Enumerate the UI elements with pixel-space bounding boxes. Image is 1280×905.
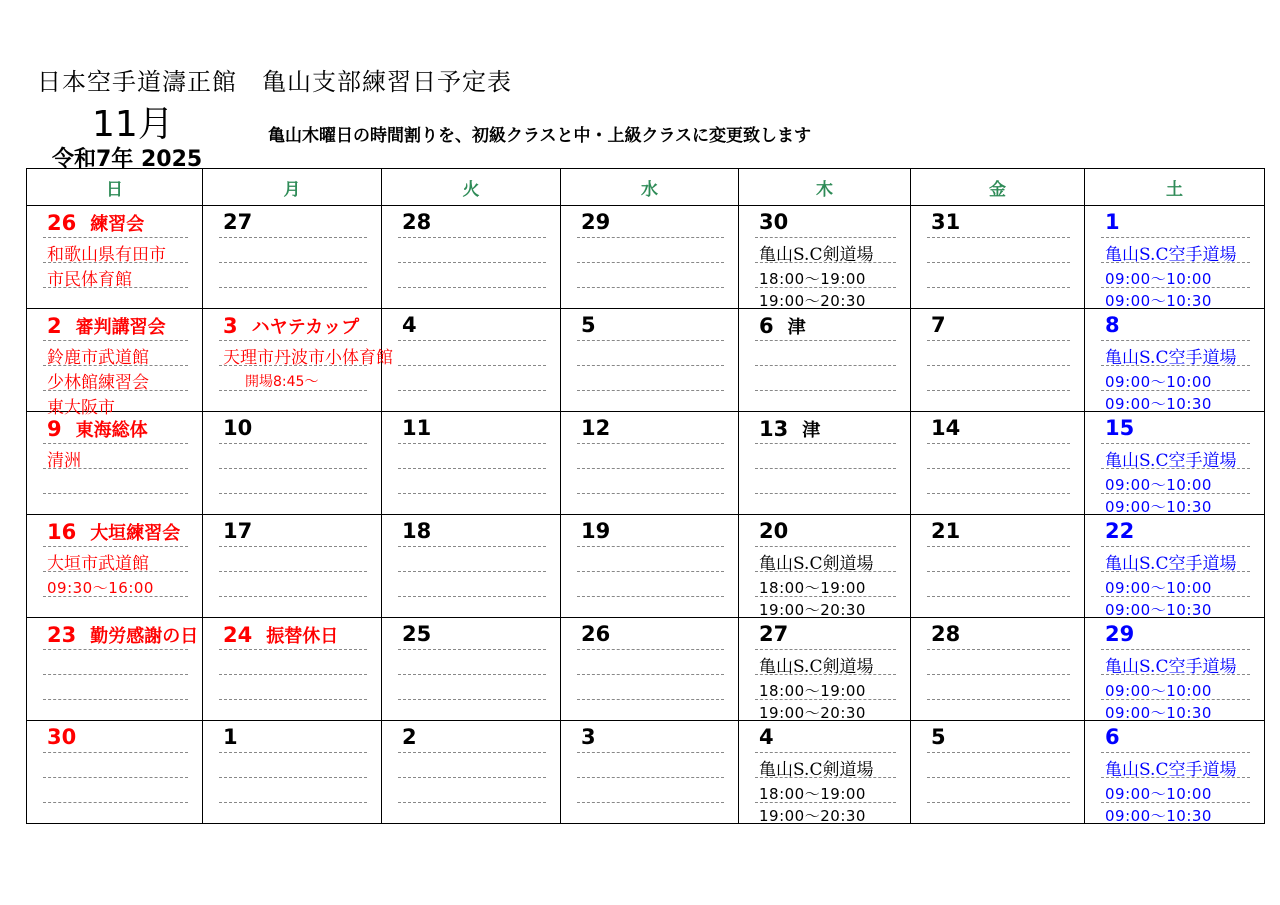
week-row bbox=[27, 618, 1265, 721]
cell-detail-line: 09:00～10:30 bbox=[1105, 704, 1212, 722]
day-number: 27 bbox=[759, 622, 789, 646]
weekday-thu: 木 bbox=[739, 169, 911, 206]
cell-detail-line: 18:00～19:00 bbox=[759, 579, 866, 597]
day-number: 1 bbox=[1105, 210, 1120, 234]
day-number: 8 bbox=[1105, 313, 1120, 337]
day-cell bbox=[739, 309, 911, 412]
day-number: 17 bbox=[223, 519, 253, 543]
day-number: 4 bbox=[402, 313, 417, 337]
cell-detail-line: 亀山S.C剣道場 bbox=[759, 657, 874, 677]
day-cell bbox=[382, 618, 561, 721]
cell-detail-line: 開場8:45～ bbox=[245, 374, 319, 390]
day-number: 2 bbox=[47, 314, 62, 338]
day-number: 6 bbox=[1105, 725, 1120, 749]
week-row bbox=[27, 309, 1265, 412]
event-label: 津 bbox=[787, 317, 806, 338]
day-number: 28 bbox=[931, 622, 961, 646]
day-cell bbox=[739, 515, 911, 618]
day-number: 4 bbox=[759, 725, 774, 749]
day-cell bbox=[203, 206, 382, 309]
event-label: 振替休日 bbox=[266, 626, 339, 647]
day-number: 28 bbox=[402, 210, 432, 234]
day-number: 29 bbox=[1105, 622, 1135, 646]
cell-detail-line: 亀山S.C剣道場 bbox=[759, 245, 874, 265]
cell-detail-line: 09:00～10:00 bbox=[1105, 785, 1212, 803]
day-cell bbox=[203, 309, 393, 412]
day-number: 6 bbox=[759, 314, 774, 338]
cell-detail-line: 09:00～10:00 bbox=[1105, 476, 1212, 494]
day-number: 31 bbox=[931, 210, 961, 234]
day-number: 27 bbox=[223, 210, 253, 234]
week-row bbox=[27, 412, 1265, 515]
cell-detail-line: 09:00～10:30 bbox=[1105, 807, 1212, 825]
cell-detail-line: 09:00～10:00 bbox=[1105, 579, 1212, 597]
day-number: 24 bbox=[223, 623, 253, 647]
day-cell bbox=[203, 721, 382, 824]
cell-detail-line: 大垣市武道館 bbox=[47, 554, 149, 574]
cell-detail-line: 19:00～20:30 bbox=[759, 807, 866, 825]
schedule-notice: 亀山木曜日の時間割りを、初級クラスと中・上級クラスに変更致します bbox=[268, 126, 811, 146]
cell-detail-line: 09:00～10:30 bbox=[1105, 601, 1212, 619]
cell-detail-line: 18:00～19:00 bbox=[759, 682, 866, 700]
day-number: 10 bbox=[223, 416, 253, 440]
day-number: 9 bbox=[47, 417, 62, 441]
cell-detail-line: 和歌山県有田市 bbox=[47, 245, 166, 265]
weekday-mon: 月 bbox=[203, 169, 382, 206]
day-number: 2 bbox=[402, 725, 417, 749]
day-cell bbox=[739, 412, 911, 515]
weekday-sat: 土 bbox=[1085, 169, 1265, 206]
cell-detail-line: 09:00～10:00 bbox=[1105, 270, 1212, 288]
day-number: 3 bbox=[581, 725, 596, 749]
day-cell bbox=[1085, 206, 1265, 309]
cell-detail-line: 鈴鹿市武道館 bbox=[47, 348, 149, 368]
event-label: 大垣練習会 bbox=[90, 523, 181, 544]
day-number: 14 bbox=[931, 416, 961, 440]
cell-detail-line: 19:00～20:30 bbox=[759, 292, 866, 310]
day-number: 3 bbox=[223, 314, 238, 338]
day-cell bbox=[382, 206, 561, 309]
day-cell bbox=[561, 515, 739, 618]
weekday-fri: 金 bbox=[911, 169, 1085, 206]
day-cell bbox=[203, 515, 382, 618]
day-cell bbox=[561, 721, 739, 824]
day-cell bbox=[1085, 721, 1265, 824]
month-label: 11月 bbox=[92, 104, 174, 145]
day-cell bbox=[27, 309, 203, 418]
event-label: ハヤテカップ bbox=[251, 317, 360, 338]
event-label: 審判講習会 bbox=[75, 317, 166, 338]
cell-detail-line: 亀山S.C空手道場 bbox=[1105, 657, 1237, 677]
day-cell bbox=[382, 721, 561, 824]
day-cell bbox=[27, 206, 203, 309]
cell-detail-line: 亀山S.C空手道場 bbox=[1105, 554, 1237, 574]
cell-detail-line: 亀山S.C剣道場 bbox=[759, 760, 874, 780]
event-label: 東海総体 bbox=[75, 420, 148, 441]
cell-detail-line: 18:00～19:00 bbox=[759, 270, 866, 288]
day-cell bbox=[203, 412, 382, 515]
day-cell bbox=[1085, 309, 1265, 412]
day-number: 23 bbox=[47, 623, 77, 647]
cell-detail-line: 亀山S.C剣道場 bbox=[759, 554, 874, 574]
weekday-sun: 日 bbox=[27, 169, 203, 206]
day-cell bbox=[561, 618, 739, 721]
day-number: 18 bbox=[402, 519, 432, 543]
day-cell bbox=[739, 206, 911, 309]
calendar-table bbox=[26, 168, 1265, 824]
day-number: 12 bbox=[581, 416, 611, 440]
week-row bbox=[27, 515, 1265, 618]
day-cell bbox=[911, 515, 1085, 618]
day-number: 15 bbox=[1105, 416, 1135, 440]
day-number: 1 bbox=[223, 725, 238, 749]
weekday-header-row bbox=[27, 169, 1265, 206]
day-number: 5 bbox=[931, 725, 946, 749]
page-title: 日本空手道濤正館 亀山支部練習日予定表 bbox=[37, 68, 512, 96]
day-cell bbox=[739, 721, 911, 824]
day-number: 13 bbox=[759, 417, 789, 441]
day-number: 26 bbox=[581, 622, 611, 646]
cell-detail-line: 市民体育館 bbox=[47, 270, 132, 290]
cell-detail-line: 清洲 bbox=[47, 451, 81, 471]
week-row bbox=[27, 721, 1265, 824]
year-label: 令和7年 2025 bbox=[52, 147, 203, 172]
day-cell bbox=[911, 309, 1085, 412]
cell-detail-line: 天理市丹波市小体育館 bbox=[223, 348, 393, 368]
cell-detail-line: 亀山S.C空手道場 bbox=[1105, 451, 1237, 471]
day-number: 30 bbox=[759, 210, 789, 234]
cell-detail-line: 09:00～10:00 bbox=[1105, 373, 1212, 391]
day-cell bbox=[1085, 618, 1265, 721]
day-number: 7 bbox=[931, 313, 946, 337]
cell-detail-line: 少林館練習会 bbox=[47, 373, 149, 393]
cell-detail-line: 18:00～19:00 bbox=[759, 785, 866, 803]
weekday-tue: 火 bbox=[382, 169, 561, 206]
day-cell bbox=[561, 309, 739, 412]
cell-detail-line: 亀山S.C空手道場 bbox=[1105, 348, 1237, 368]
day-cell bbox=[27, 721, 203, 824]
day-cell bbox=[1085, 412, 1265, 515]
event-label: 勤労感謝の日 bbox=[90, 626, 199, 647]
day-cell bbox=[739, 618, 911, 721]
day-cell bbox=[382, 309, 561, 412]
day-cell bbox=[911, 618, 1085, 721]
day-cell bbox=[561, 412, 739, 515]
day-cell bbox=[561, 206, 739, 309]
day-number: 20 bbox=[759, 519, 789, 543]
day-cell bbox=[911, 206, 1085, 309]
cell-detail-line: 09:30～16:00 bbox=[47, 579, 154, 597]
event-label: 津 bbox=[802, 420, 821, 441]
day-cell bbox=[382, 515, 561, 618]
cell-detail-line: 09:00～10:30 bbox=[1105, 395, 1212, 413]
day-cell bbox=[911, 721, 1085, 824]
cell-detail-line: 亀山S.C空手道場 bbox=[1105, 760, 1237, 780]
cell-detail-line: 09:00～10:30 bbox=[1105, 292, 1212, 310]
event-label: 練習会 bbox=[90, 214, 145, 235]
week-row bbox=[27, 206, 1265, 309]
day-number: 11 bbox=[402, 416, 432, 440]
cell-detail-line: 19:00～20:30 bbox=[759, 601, 866, 619]
day-cell bbox=[27, 618, 203, 721]
day-cell bbox=[911, 412, 1085, 515]
day-number: 19 bbox=[581, 519, 611, 543]
day-cell bbox=[203, 618, 382, 721]
day-number: 21 bbox=[931, 519, 961, 543]
day-number: 5 bbox=[581, 313, 596, 337]
cell-detail-line: 19:00～20:30 bbox=[759, 704, 866, 722]
cell-detail-line: 東大阪市 bbox=[47, 398, 115, 418]
weekday-wed: 水 bbox=[561, 169, 739, 206]
day-cell bbox=[27, 412, 203, 515]
day-number: 26 bbox=[47, 211, 77, 235]
day-cell bbox=[382, 412, 561, 515]
day-number: 29 bbox=[581, 210, 611, 234]
day-number: 30 bbox=[47, 725, 77, 749]
cell-detail-line: 亀山S.C空手道場 bbox=[1105, 245, 1237, 265]
day-number: 22 bbox=[1105, 519, 1135, 543]
day-cell bbox=[27, 515, 203, 618]
day-number: 25 bbox=[402, 622, 432, 646]
cell-detail-line: 09:00～10:30 bbox=[1105, 498, 1212, 516]
day-number: 16 bbox=[47, 520, 77, 544]
cell-detail-line: 09:00～10:00 bbox=[1105, 682, 1212, 700]
day-cell bbox=[1085, 515, 1265, 618]
